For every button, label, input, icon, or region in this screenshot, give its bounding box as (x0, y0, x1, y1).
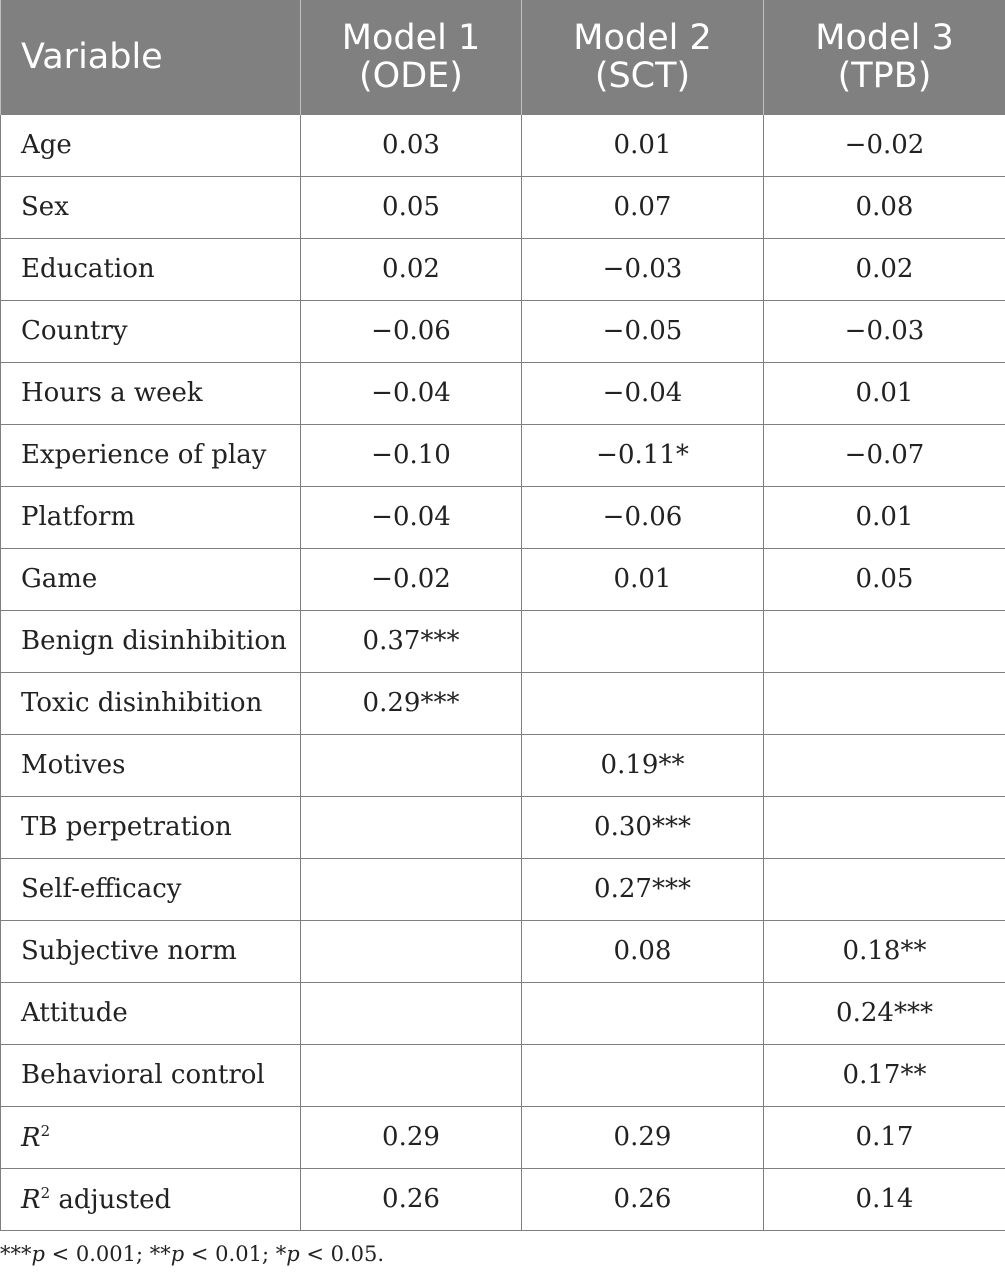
row-label: Motives (1, 734, 301, 796)
model-1-value: 0.03 (301, 114, 522, 176)
row-label: Subjective norm (1, 920, 301, 982)
model-3-value: 0.24*** (764, 982, 1005, 1044)
model-2-value: 0.08 (522, 920, 764, 982)
model-2-value: 0.07 (522, 176, 764, 238)
header-model-3 (764, 0, 1005, 114)
model-1-value (301, 734, 522, 796)
model-1-value (301, 1044, 522, 1106)
model-3-value: 0.18** (764, 920, 1005, 982)
r-squared-row (1, 1106, 1005, 1168)
model-1-value (301, 796, 522, 858)
model-3-r-squared: 0.17 (764, 1106, 1005, 1168)
header-model-3-abbr: (TPB) (837, 55, 932, 96)
table-row (1, 734, 1005, 796)
model-1-value: 0.37*** (301, 610, 522, 672)
row-label: Benign disinhibition (1, 610, 301, 672)
stars-01: ** (149, 1242, 171, 1266)
r-squared-adjusted-row (1, 1168, 1005, 1230)
table-header (1, 0, 1005, 114)
table-row (1, 610, 1005, 672)
model-1-r-squared-adjusted: 0.26 (301, 1168, 522, 1230)
row-label: TB perpetration (1, 796, 301, 858)
row-label: Sex (1, 176, 301, 238)
r-superscript: 2 (40, 1121, 51, 1140)
model-3-value: 0.05 (764, 548, 1005, 610)
table-row (1, 548, 1005, 610)
model-2-value (522, 610, 764, 672)
row-label: Age (1, 114, 301, 176)
model-1-value: 0.29*** (301, 672, 522, 734)
model-1-value: −0.04 (301, 486, 522, 548)
model-1-value (301, 858, 522, 920)
model-3-value: 0.08 (764, 176, 1005, 238)
model-2-value: 0.01 (522, 548, 764, 610)
model-2-value: −0.04 (522, 362, 764, 424)
table-row (1, 982, 1005, 1044)
model-3-value (764, 858, 1005, 920)
model-2-value: 0.30*** (522, 796, 764, 858)
table-row (1, 1044, 1005, 1106)
model-1-value (301, 920, 522, 982)
table-row (1, 672, 1005, 734)
r-squared-adjusted-label (1, 1168, 301, 1230)
row-label: Behavioral control (1, 1044, 301, 1106)
table-row (1, 362, 1005, 424)
header-model-1 (301, 0, 522, 114)
model-3-value: 0.01 (764, 362, 1005, 424)
threshold-001: < 0.001; (44, 1242, 150, 1266)
model-3-value (764, 796, 1005, 858)
r-symbol: R (21, 1184, 41, 1215)
row-label: Country (1, 300, 301, 362)
table-row (1, 796, 1005, 858)
table-row (1, 238, 1005, 300)
row-label: Game (1, 548, 301, 610)
r-symbol: R (21, 1122, 41, 1153)
model-1-value: −0.02 (301, 548, 522, 610)
table-row (1, 300, 1005, 362)
header-model-2 (522, 0, 764, 114)
model-1-value: 0.02 (301, 238, 522, 300)
model-3-value: 0.01 (764, 486, 1005, 548)
model-3-value (764, 672, 1005, 734)
header-model-2-abbr: (SCT) (594, 55, 691, 96)
row-label: Education (1, 238, 301, 300)
model-1-value: −0.10 (301, 424, 522, 486)
header-model-3-name: Model 3 (815, 17, 954, 58)
table-row (1, 858, 1005, 920)
header-model-1-abbr: (ODE) (359, 55, 463, 96)
row-label: Attitude (1, 982, 301, 1044)
row-label: Self-efficacy (1, 858, 301, 920)
header-model-1-name: Model 1 (341, 17, 481, 58)
model-3-value: 0.02 (764, 238, 1005, 300)
row-label: Experience of play (1, 424, 301, 486)
model-1-value: 0.05 (301, 176, 522, 238)
row-label: Platform (1, 486, 301, 548)
model-3-value: −0.07 (764, 424, 1005, 486)
model-3-value (764, 734, 1005, 796)
model-2-value (522, 1044, 764, 1106)
model-2-value: 0.01 (522, 114, 764, 176)
table-row (1, 424, 1005, 486)
r-superscript: 2 (40, 1183, 51, 1202)
model-2-value: −0.03 (522, 238, 764, 300)
model-1-value: −0.04 (301, 362, 522, 424)
threshold-01: < 0.01; (184, 1242, 276, 1266)
row-label: Hours a week (1, 362, 301, 424)
p-symbol: p (170, 1242, 185, 1266)
model-2-value (522, 982, 764, 1044)
header-model-2-name: Model 2 (573, 17, 712, 58)
row-label: Toxic disinhibition (1, 672, 301, 734)
table-row (1, 176, 1005, 238)
r-squared-label (1, 1106, 301, 1168)
model-3-value: 0.17** (764, 1044, 1005, 1106)
model-3-r-squared-adjusted: 0.14 (764, 1168, 1005, 1230)
p-symbol: p (31, 1242, 45, 1266)
model-3-value (764, 610, 1005, 672)
stars-001: *** (0, 1242, 32, 1266)
model-2-value: −0.05 (522, 300, 764, 362)
table-row (1, 114, 1005, 176)
table-body (1, 114, 1005, 1230)
model-3-value: −0.02 (764, 114, 1005, 176)
model-2-value: 0.27*** (522, 858, 764, 920)
model-3-value: −0.03 (764, 300, 1005, 362)
significance-footnote (0, 1242, 384, 1266)
model-2-r-squared-adjusted: 0.26 (522, 1168, 764, 1230)
threshold-05: < 0.05. (299, 1242, 385, 1266)
model-2-value: 0.19** (522, 734, 764, 796)
model-2-value: −0.11* (522, 424, 764, 486)
model-2-value (522, 672, 764, 734)
table-row (1, 920, 1005, 982)
p-symbol: p (286, 1242, 300, 1266)
model-1-value: −0.06 (301, 300, 522, 362)
model-1-value (301, 982, 522, 1044)
adjusted-text: adjusted (50, 1184, 172, 1215)
model-1-r-squared: 0.29 (301, 1106, 522, 1168)
table-row (1, 486, 1005, 548)
model-2-value: −0.06 (522, 486, 764, 548)
header-variable: Variable (1, 0, 301, 114)
model-2-r-squared: 0.29 (522, 1106, 764, 1168)
stars-05: * (275, 1242, 287, 1266)
